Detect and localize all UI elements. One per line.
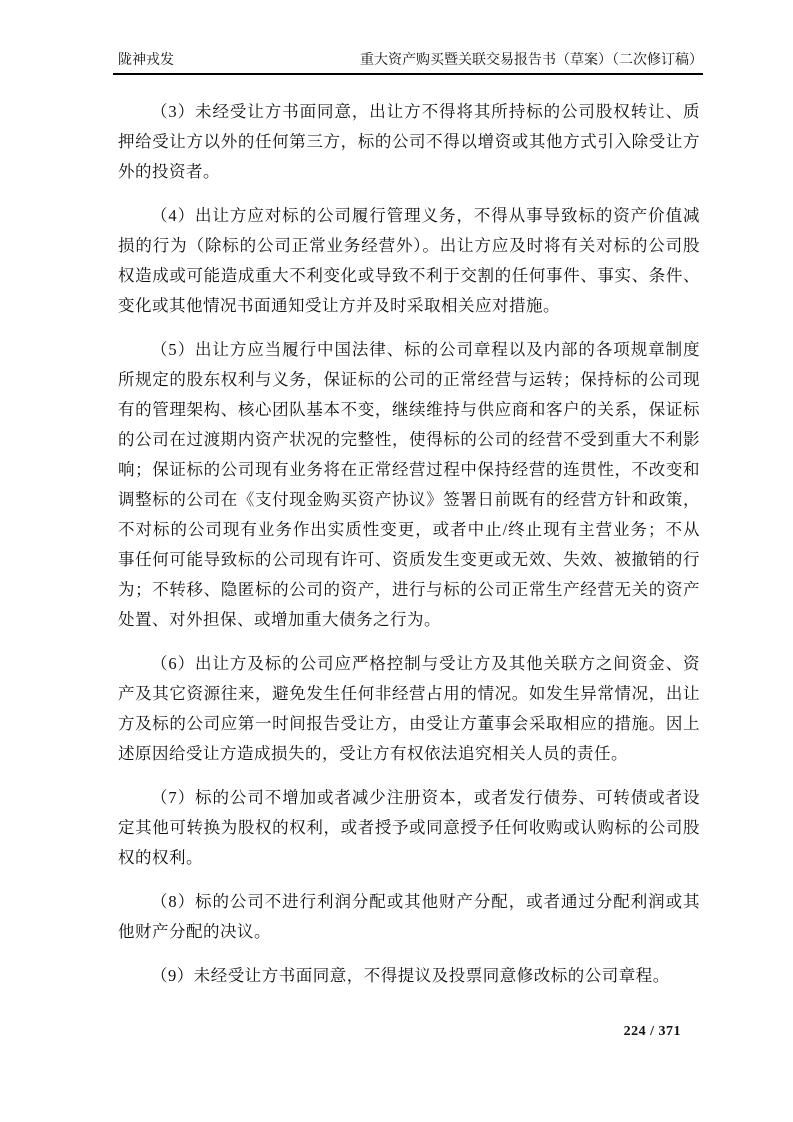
- body-paragraph-3: （3）未经受让方书面同意，出让方不得将其所持标的公司股权转让、质押给受让方以外的任何第三方，标的公司不得以增资或其他方式引入除受让方外的投资者。: [118, 102, 700, 181]
- body-paragraph-5: （5）出让方应当履行中国法律、标的公司章程以及内部的各项规章制度所规定的股东权利与义务，保证标的公司的正常经营与运转；保持标的公司现有的管理架构、核心团队基本不变，继续维持与供应商和客户的关系，保证标的公司在过渡期内资产状况的完整性，使得标的公司的经营不受到重大不利影响；保证标的公司现有业务将在正常经营过程中保持经营的连贯性，不改变和调整标的公司在《支付现金购买资产协议》签署日前既有的经营方针和政策，不对标的公司现有业务作出实质性变更，或者中止/终止现有主营业务；不从事任何可能导致标的公司现有许可、资质发生变更或无效、失效、被撤销的行为；不转移、隐匿标的公司的资产，进行与标的公司正常生产经营无关的资产处置、对外担保、或增加重大债务之行为。: [118, 340, 700, 629]
- body-paragraph-4: （4）出让方应对标的公司履行管理义务，不得从事导致标的资产价值减损的行为（除标的公司正常业务经营外）。出让方应及时将有关对标的公司股权造成或可能造成重大不利变化或导致不利于交割的任何事件、事实、条件、变化或其他情况书面通知受让方并及时采取相关应对措施。: [118, 206, 700, 315]
- body-paragraph-9: （9）未经受让方书面同意，不得提议及投票同意修改标的公司章程。: [151, 966, 670, 985]
- header-company-short-name: 陇神戎发: [118, 53, 174, 68]
- page-header: [113, 52, 703, 75]
- body-paragraph-8: （8）标的公司不进行利润分配或其他财产分配，或者通过分配利润或其他财产分配的决议。: [118, 892, 700, 941]
- body-paragraph-7: （7）标的公司不增加或者减少注册资本，或者发行债券、可转债或者设定其他可转换为股权的权利，或者授予或同意授予任何收购或认购标的公司股权的权利。: [118, 788, 700, 867]
- header-report-title: 重大资产购买暨关联交易报告书（草案）（二次修订稿）: [360, 53, 703, 68]
- page-number: 224 / 371: [623, 1024, 681, 1039]
- body-paragraph-6: （6）出让方及标的公司应严格控制与受让方及其他关联方之间资金、资产及其它资源往来，避免发生任何非经营占用的情况。如发生异常情况，出让方及标的公司应第一时间报告受让方，由受让方董事会采取相应的措施。因上述原因给受让方造成损失的，受让方有权依法追究相关人员的责任。: [118, 654, 700, 763]
- page-footer: [624, 1024, 681, 1040]
- document-body: [118, 97, 700, 991]
